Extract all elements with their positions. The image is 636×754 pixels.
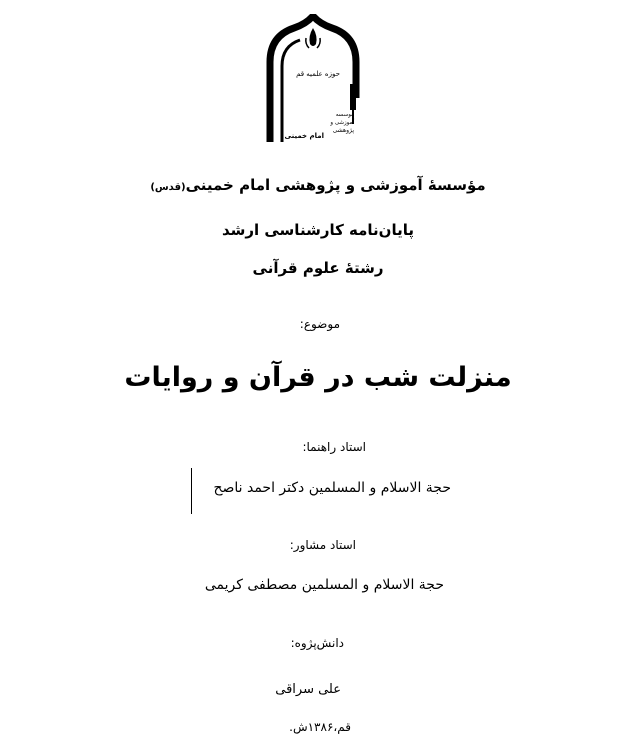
researcher-name: علی سراقی (275, 682, 341, 697)
field-of-study: رشتۀ علوم قرآنی (252, 259, 384, 277)
logo-side-text-3: پژوهشی (332, 127, 354, 134)
institute-name (0, 176, 636, 194)
logo-side-text-4: امام خمینی (284, 132, 324, 140)
institute-logo (258, 14, 368, 144)
logo-side-text-2: آموزشی و (330, 120, 354, 126)
supervisor-label: استاد راهنما: (302, 440, 366, 454)
thesis-type: پایان‌نامه کارشناسی ارشد (221, 221, 415, 239)
researcher-label: دانش‌پژوه: (290, 636, 344, 650)
thesis-title: منزلت شب در قرآن و روایات (124, 362, 512, 393)
subject-label: موضوع: (299, 317, 340, 331)
date-line: قم،۱۳۸۶ش. (289, 720, 351, 734)
advisor-name: حجة الاسلام و المسلمین مصطفی کریمی (204, 577, 444, 593)
text-cursor (191, 468, 192, 514)
logo-side-text-1: موسسه (335, 112, 354, 118)
supervisor-name: حجة الاسلام و المسلمین دکتر احمد ناصح (213, 480, 451, 496)
logo-top-text: حوزه علمیه قم (296, 70, 340, 78)
institute-suffix: (قدس) (150, 182, 186, 193)
advisor-label: استاد مشاور: (289, 538, 356, 552)
institute-name-text: مؤسسۀ آموزشی و پژوهشی امام خمینی (185, 176, 486, 194)
